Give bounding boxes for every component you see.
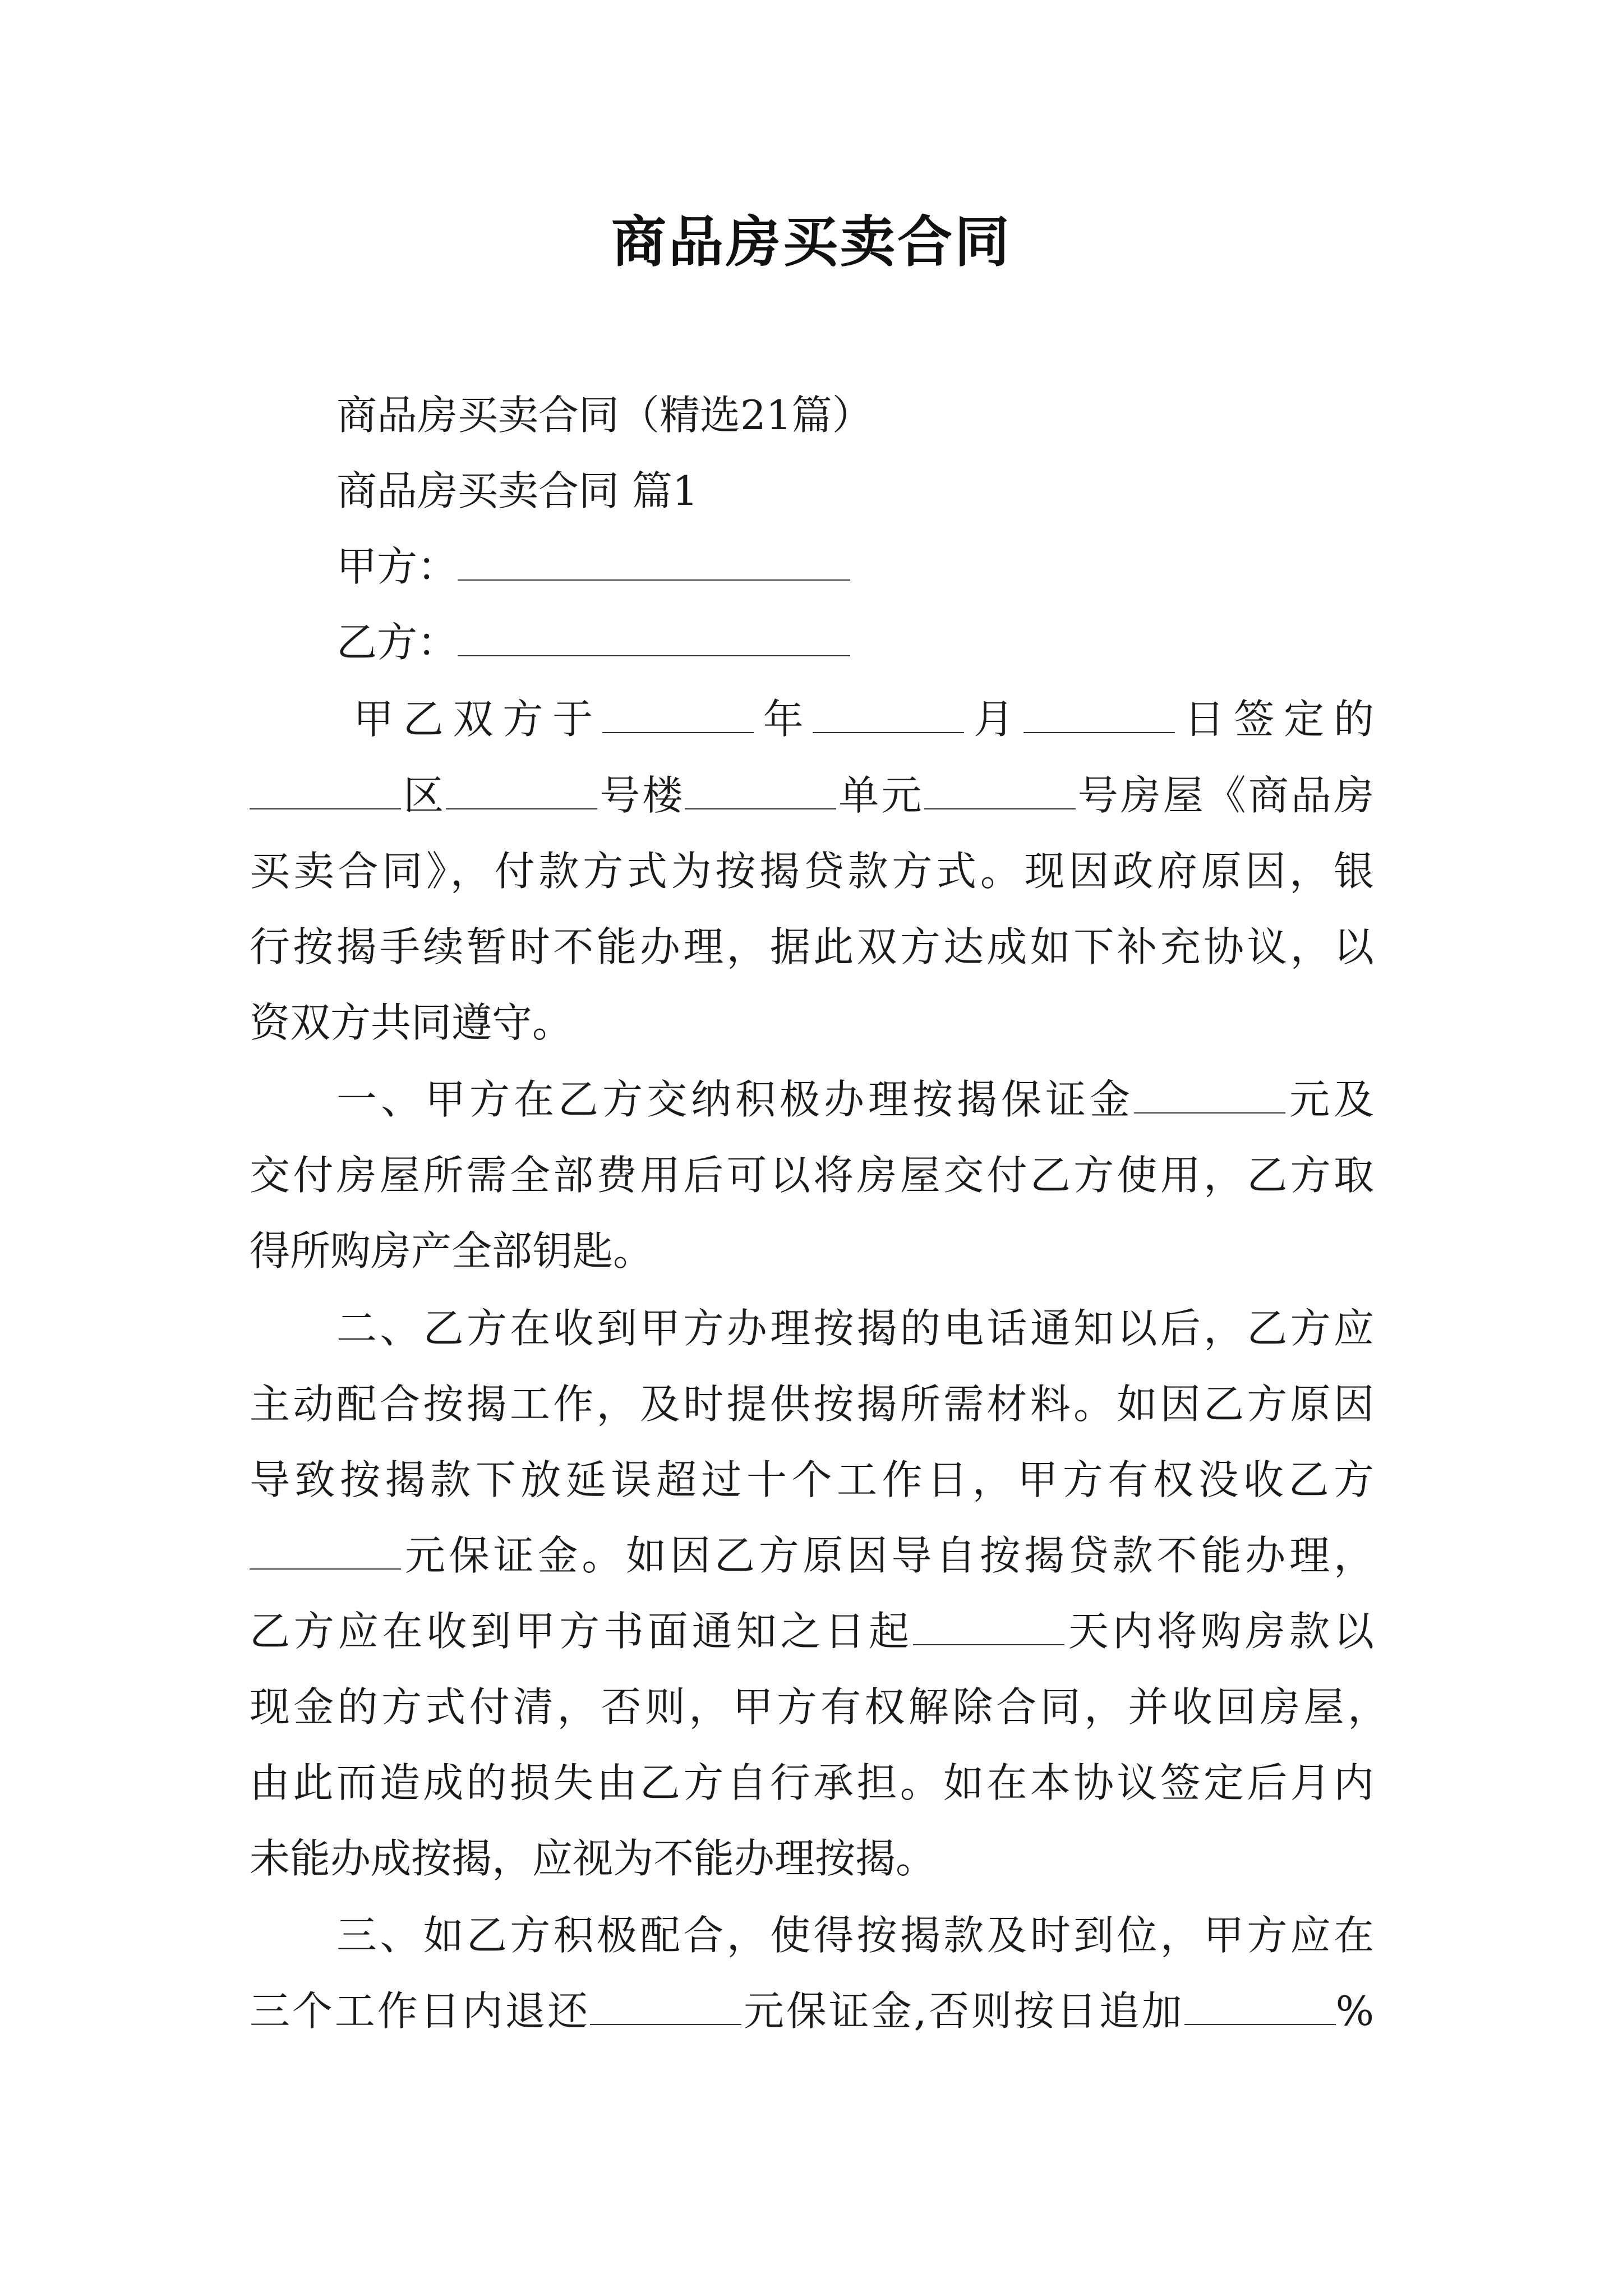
forfeit-amount-blank: [250, 1524, 401, 1570]
clause-2-line-4: [250, 1522, 1374, 1589]
percent-sign: %: [1335, 1987, 1374, 2035]
party-a-line: [336, 533, 850, 600]
intro-line-3: 买卖合同》，付款方式为按揭贷款方式。现因政府原因，银: [250, 848, 1374, 895]
intro-text: 区: [401, 772, 446, 819]
clause-2-line-8: 未能办成按揭，应视为不能办理按揭。: [250, 1835, 937, 1882]
clause-2-line-3: 导致按揭款下放延误超过十个工作日，甲方有权没收乙方: [250, 1456, 1374, 1503]
party-b-line: [336, 609, 850, 676]
intro-text: 单元: [836, 772, 924, 819]
intro-text: 号房屋《商品房: [1075, 772, 1374, 819]
subtitle: 商品房买卖合同（精选21篇）: [336, 392, 873, 439]
clause-text: 元保证金,否则按日追加: [741, 1987, 1184, 2035]
intro-line-4: 行按揭手续暂时不能办理，据此双方达成如下补充协议，以: [250, 923, 1374, 970]
document-title: 商品房买卖合同: [611, 210, 1012, 274]
district-blank: [250, 763, 401, 809]
days-blank: [913, 1599, 1064, 1645]
intro-text: 月: [964, 696, 1023, 743]
intro-text: 甲乙双方于: [353, 696, 602, 743]
clause-2-line-5: [250, 1598, 1374, 1665]
clause-text: 元及: [1285, 1076, 1374, 1123]
unit-blank: [685, 763, 836, 809]
party-b-blank: [458, 610, 850, 656]
clause-text: 乙方应在收到甲方书面通知之日起: [250, 1608, 913, 1655]
month-blank: [813, 687, 964, 733]
year-blank: [602, 687, 754, 733]
intro-line-5: 资双方共同遵守。: [250, 999, 573, 1046]
intro-text: 号楼: [597, 772, 685, 819]
building-blank: [446, 763, 597, 809]
intro-text: 日签定的: [1174, 696, 1374, 743]
party-a-blank: [458, 535, 850, 581]
party-a-label: 甲方：: [336, 543, 458, 590]
clause-2-line-1: 二、乙方在收到甲方办理按揭的电话通知以后，乙方应: [336, 1305, 1374, 1352]
deposit-amount-blank: [1134, 1068, 1285, 1114]
clause-1-line-1: [336, 1066, 1374, 1133]
intro-line-2: [250, 762, 1374, 829]
refund-amount-blank: [590, 1979, 741, 2025]
clause-2-line-7: 由此而造成的损失由乙方自行承担。如在本协议签定后月内: [250, 1759, 1374, 1806]
room-blank: [924, 763, 1076, 809]
clause-2-line-6: 现金的方式付清，否则，甲方有权解除合同，并收回房屋，: [250, 1683, 1388, 1731]
clause-text: 三个工作日内退还: [250, 1987, 591, 2035]
intro-line-1: [353, 685, 1374, 753]
clause-3-line-1: 三、如乙方积极配合，使得按揭款及时到位，甲方应在: [336, 1912, 1374, 1959]
clause-1-line-2: 交付房屋所需全部费用后可以将房屋交付乙方使用，乙方取: [250, 1152, 1374, 1199]
clause-2-line-2: 主动配合按揭工作，及时提供按揭所需材料。如因乙方原因: [250, 1381, 1374, 1428]
section-heading: 商品房买卖合同 篇1: [336, 467, 698, 514]
penalty-rate-blank: [1184, 1979, 1336, 2025]
clause-text: 天内将购房款以: [1064, 1608, 1374, 1655]
clause-text: 一、甲方在乙方交纳积极办理按揭保证金: [336, 1076, 1134, 1123]
clause-3-line-2: [250, 1977, 1374, 2045]
party-b-label: 乙方：: [336, 619, 458, 666]
day-blank: [1023, 687, 1175, 733]
clause-text: 元保证金。如因乙方原因导自按揭贷款不能办理，: [401, 1532, 1374, 1579]
intro-text: 年: [753, 696, 813, 743]
clause-1-line-3: 得所购房产全部钥匙。: [250, 1227, 654, 1274]
